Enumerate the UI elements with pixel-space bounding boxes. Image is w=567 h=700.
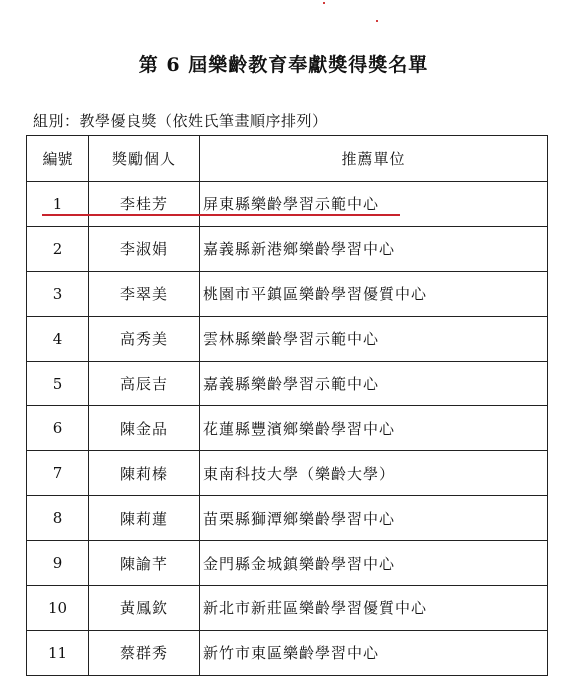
- row-person: 李淑娟: [89, 226, 200, 271]
- row-unit: 屏東縣樂齡學習示範中心: [200, 182, 548, 227]
- row-number: 8: [27, 496, 89, 541]
- table-row: [27, 271, 548, 316]
- table-row: [27, 630, 548, 675]
- row-number: 6: [27, 406, 89, 451]
- row-unit: 桃園市平鎮區樂齡學習優質中心: [200, 271, 548, 316]
- row-number: 10: [27, 586, 89, 631]
- table-row: [27, 226, 548, 271]
- row-number: 1: [27, 182, 89, 227]
- row-person: 陳諭芊: [89, 541, 200, 586]
- red-mark-dot: [323, 2, 325, 4]
- row-unit: 金門縣金城鎮樂齡學習中心: [200, 541, 548, 586]
- row-person: 李翠美: [89, 271, 200, 316]
- row-person: 陳莉蓮: [89, 496, 200, 541]
- row-unit: 東南科技大學（樂齡大學）: [200, 451, 548, 496]
- table-row: [27, 182, 548, 227]
- header-unit: 推薦單位: [200, 136, 548, 182]
- row-number: 5: [27, 361, 89, 406]
- row-person: 陳金品: [89, 406, 200, 451]
- row-number: 9: [27, 541, 89, 586]
- table-row: [27, 406, 548, 451]
- red-mark-dot: [376, 20, 378, 22]
- table-header-row: [27, 136, 548, 182]
- row-unit: 花蓮縣豐濱鄉樂齡學習中心: [200, 406, 548, 451]
- row-person: 李桂芳: [89, 182, 200, 227]
- table-row: [27, 496, 548, 541]
- row-person: 蔡群秀: [89, 630, 200, 675]
- table-row: [27, 361, 548, 406]
- row-unit: 新竹市東區樂齡學習中心: [200, 630, 548, 675]
- row-unit: 雲林縣樂齡學習示範中心: [200, 316, 548, 361]
- row-unit: 苗栗縣獅潭鄉樂齡學習中心: [200, 496, 548, 541]
- row-person: 黃鳳欽: [89, 586, 200, 631]
- header-person: 獎勵個人: [89, 136, 200, 182]
- highlight-underline: [42, 214, 400, 216]
- row-number: 3: [27, 271, 89, 316]
- row-number: 2: [27, 226, 89, 271]
- row-unit: 嘉義縣新港鄉樂齡學習中心: [200, 226, 548, 271]
- row-person: 高秀美: [89, 316, 200, 361]
- page-title: 第 6 屆樂齡教育奉獻獎得獎名單: [138, 54, 429, 76]
- table-row: [27, 451, 548, 496]
- awards-table: [26, 135, 548, 676]
- table-row: [27, 316, 548, 361]
- row-unit: 嘉義縣樂齡學習示範中心: [200, 361, 548, 406]
- table-row: [27, 541, 548, 586]
- row-person: 陳莉榛: [89, 451, 200, 496]
- group-label: 組別：教學優良獎（依姓氏筆畫順序排列）: [33, 112, 328, 130]
- row-number: 4: [27, 316, 89, 361]
- row-number: 7: [27, 451, 89, 496]
- header-number: 編號: [27, 136, 89, 182]
- row-person: 高辰吉: [89, 361, 200, 406]
- row-number: 11: [27, 630, 89, 675]
- row-unit: 新北市新莊區樂齡學習優質中心: [200, 586, 548, 631]
- table-row: [27, 586, 548, 631]
